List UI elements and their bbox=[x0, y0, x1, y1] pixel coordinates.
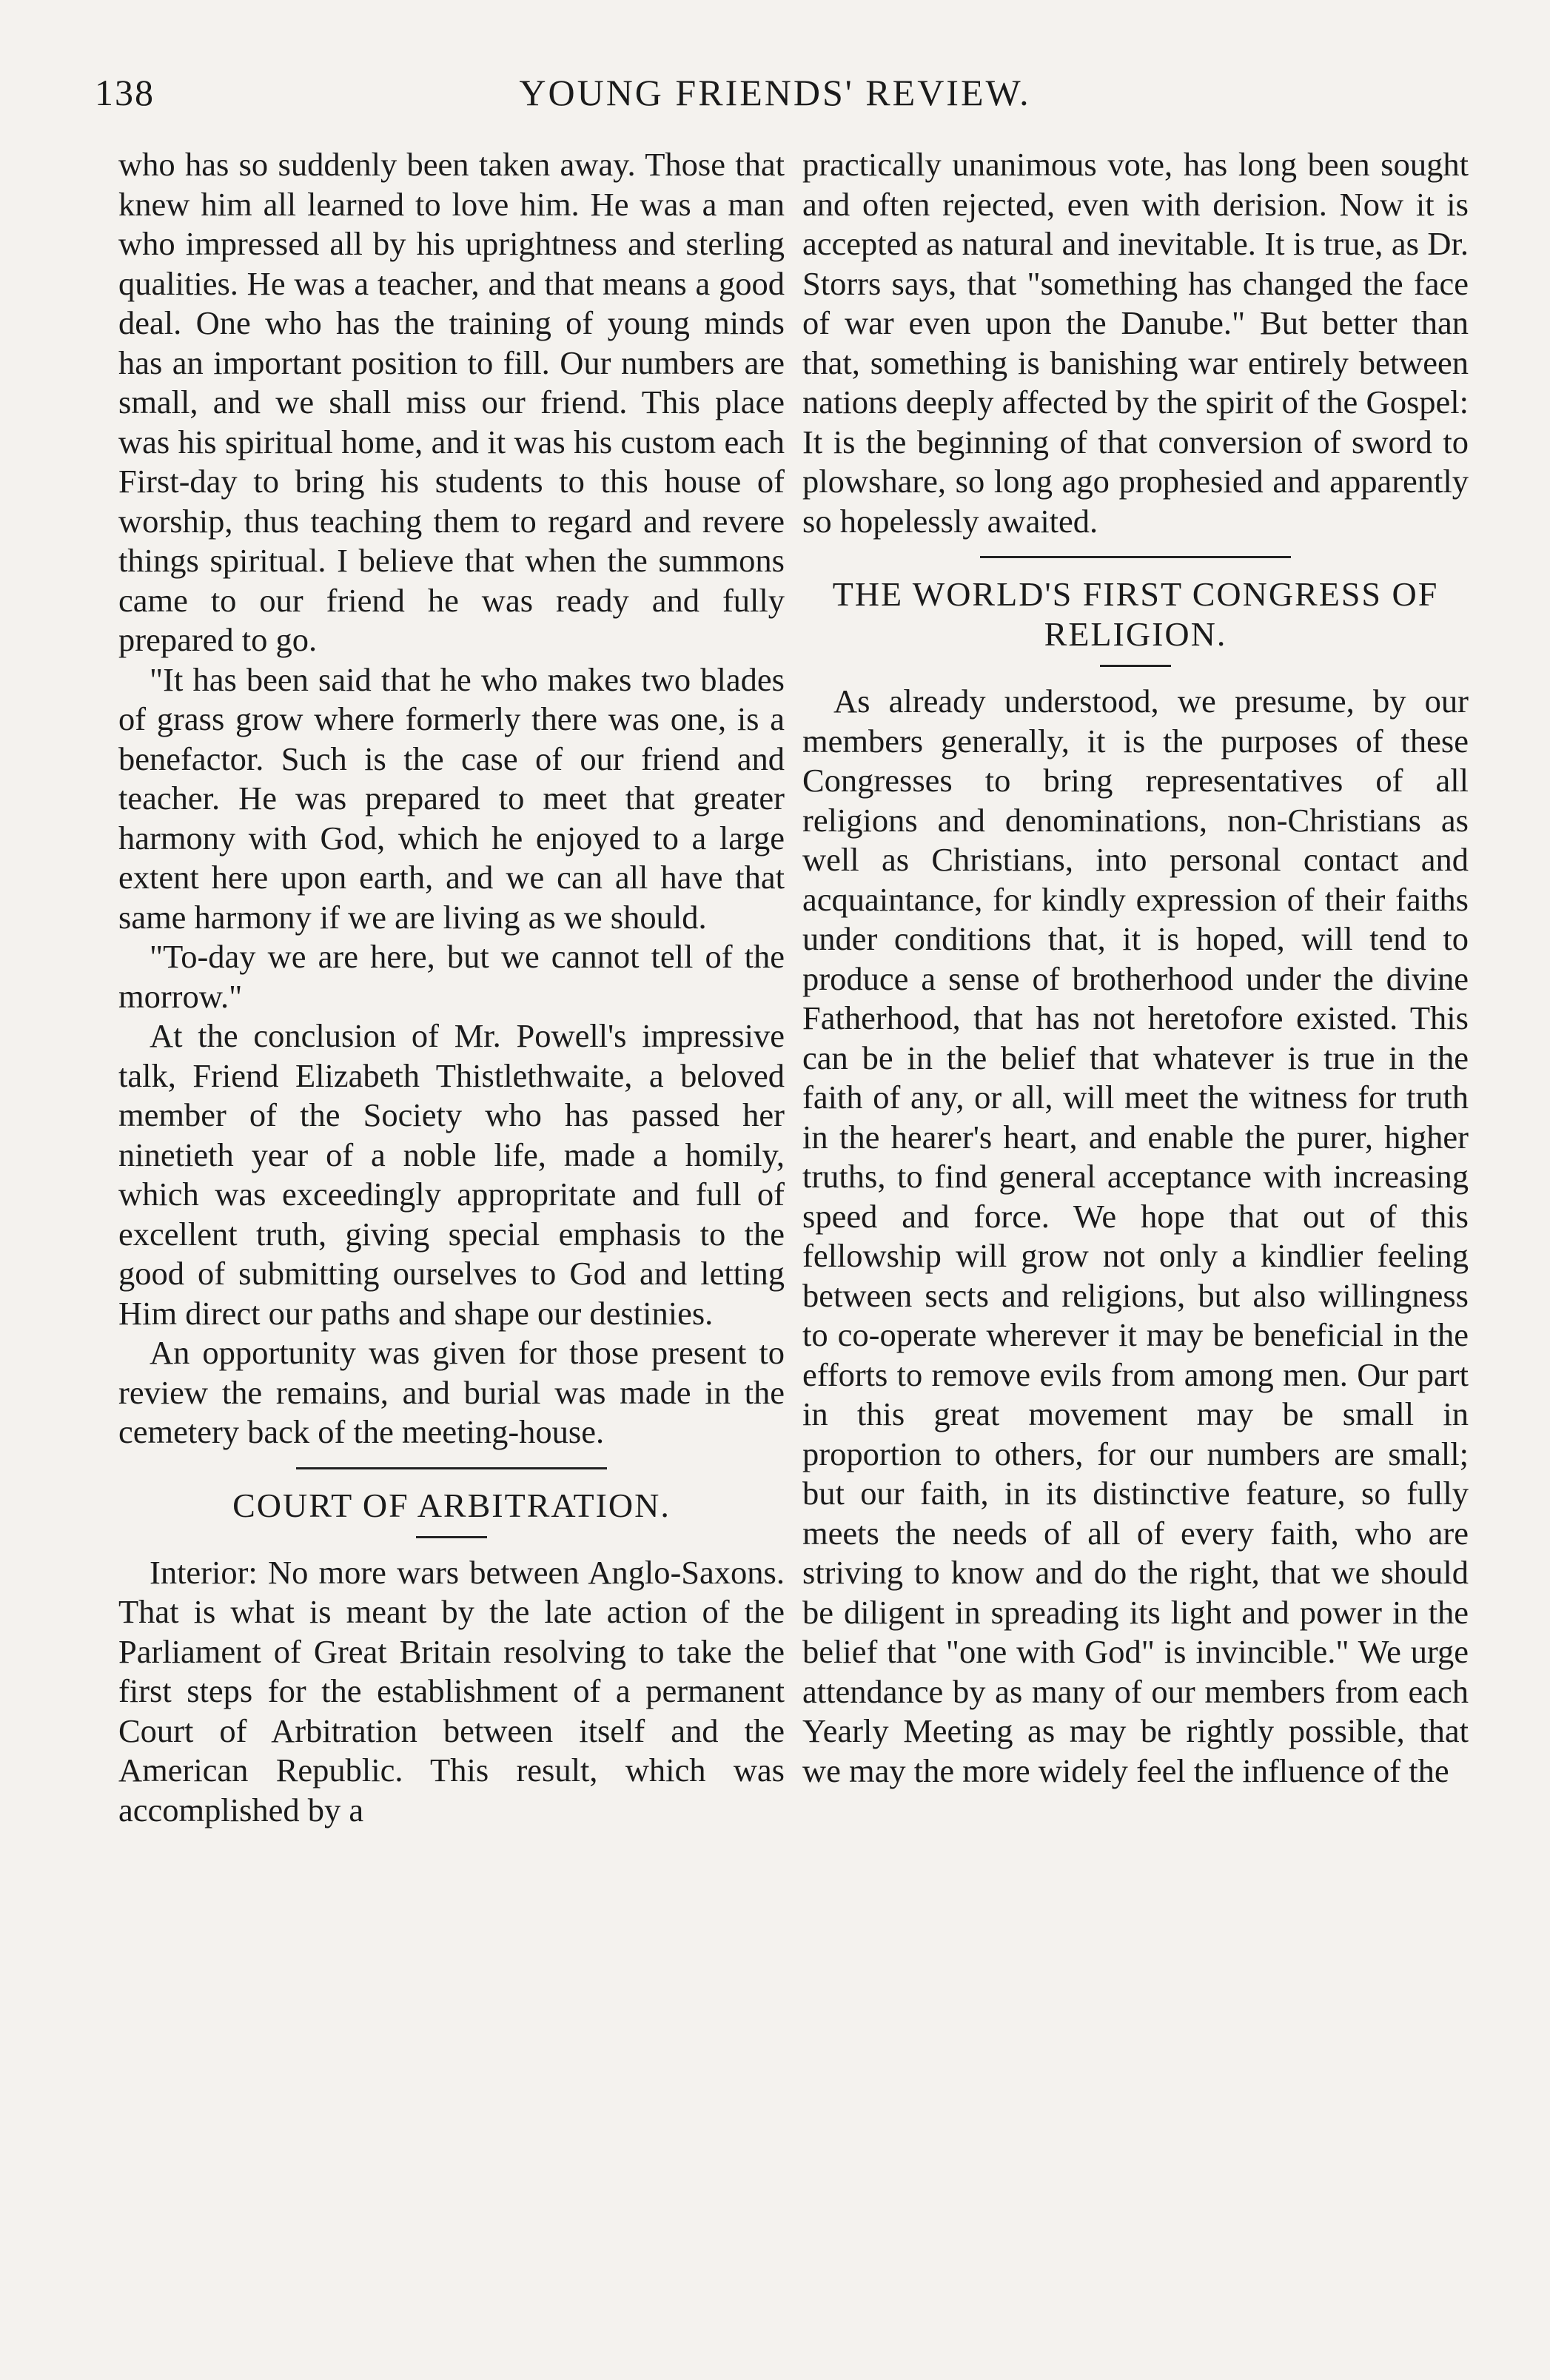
page-header bbox=[95, 71, 1455, 130]
section-title-congress-of-religion: THE WORLD'S FIRST CONGRESS OF RELIGION. bbox=[832, 575, 1439, 653]
section-divider bbox=[980, 556, 1291, 558]
section-divider bbox=[296, 1467, 607, 1469]
paragraph: At the conclusion of Mr. Powell's impressive talk, Friend Elizabeth Thistlethwaite, a beloved member of the Society who has passed her ninetieth year of a noble life, made a homily, which was exceedingly appropritate and full of excellent truth, giving special emphasis to the good of submitting ourselves to God and letting Him direct our paths and shape our destinies. bbox=[118, 1017, 785, 1332]
paragraph: "To-day we are here, but we cannot tell of the morrow." bbox=[118, 938, 785, 1015]
title-divider bbox=[416, 1536, 487, 1538]
right-column bbox=[802, 145, 1469, 1791]
running-head: YOUNG FRIENDS' REVIEW. bbox=[519, 72, 1031, 113]
paragraph: who has so suddenly been taken away. Those that knew him all learned to love him. He was a man who impressed all by his uprightness and sterling qualities. He was a teacher, and that means a good deal. One who has the training of young minds has an important position to fill. Our numbers are small, and we shall miss our friend. This place was his spiritual home, and it was his custom each First-day to bring his students to this house of worship, thus teaching them to regard and revere things spiritual. I believe that when the summons came to our friend he was ready and fully prepared to go. bbox=[118, 146, 785, 658]
paragraph: An opportunity was given for those present to review the remains, and burial was made in the cemetery back of the meeting-house. bbox=[118, 1334, 785, 1450]
section-title-court-of-arbitration: COURT OF ARBITRATION. bbox=[232, 1486, 671, 1524]
paragraph: As already understood, we presume, by our members generally, it is the purposes of these Congresses to bring representatives of all religions and denominations, non-Christians as well as Christians, into personal contact and acquaintance, for kindly expression of their faiths under conditions that, it is hoped, will tend to produce a sense of brotherhood under the divine Fatherhood, that has not heretofore existed. This can be in the belief that whatever is true in the faith of any, or all, will meet the witness for truth in the hearer's heart, and enable the purer, higher truths, to find general acceptance with increasing speed and force. We hope that out of this fellowship will grow not only a kindlier feeling between sects and religions, but also willingness to co-operate wherever it may be beneficial in the efforts to remove evils from among men. Our part in this great movement may be small in proportion to others, for our numbers are small; but our faith, in its distinctive feature, so fully meets the needs of all of every faith, who are striving to know and do the right, that we should be diligent in spreading its light and power in the belief that "one with God" is invincible." We urge attendance by as many of our members from each Yearly Meeting as may be rightly possible, that we may the more widely feel the influence of the bbox=[802, 683, 1469, 1789]
page-number: 138 bbox=[95, 72, 155, 113]
title-divider bbox=[1100, 665, 1171, 667]
left-column bbox=[118, 145, 785, 1830]
paragraph: practically unanimous vote, has long been sought and often rejected, even with derision. Now it is accepted as natural and inevitable. It is true, as Dr. Storrs says, that "something has changed the face of war even upon the Danube." But better than that, something is banishing war entirely between nations deeply affected by the spirit of the Gospel: It is the beginning of that conversion of sword to plowshare, so long ago prophesied and apparently so hopelessly awaited. bbox=[802, 146, 1469, 540]
paragraph: Interior: No more wars between Anglo-Saxons. That is what is meant by the late action of the Parliament of Great Britain resolving to take the first steps for the establishment of a permanent Court of Arbitration between itself and the American Republic. This result, which was accomplished by a bbox=[118, 1553, 785, 1828]
paragraph: "It has been said that he who makes two blades of grass grow where formerly there was one, is a benefactor. Such is the case of our friend and teacher. He was prepared to meet that greater harmony with God, which he enjoyed to a large extent here upon earth, and we can all have that same harmony if we are living as we should. bbox=[118, 660, 785, 936]
